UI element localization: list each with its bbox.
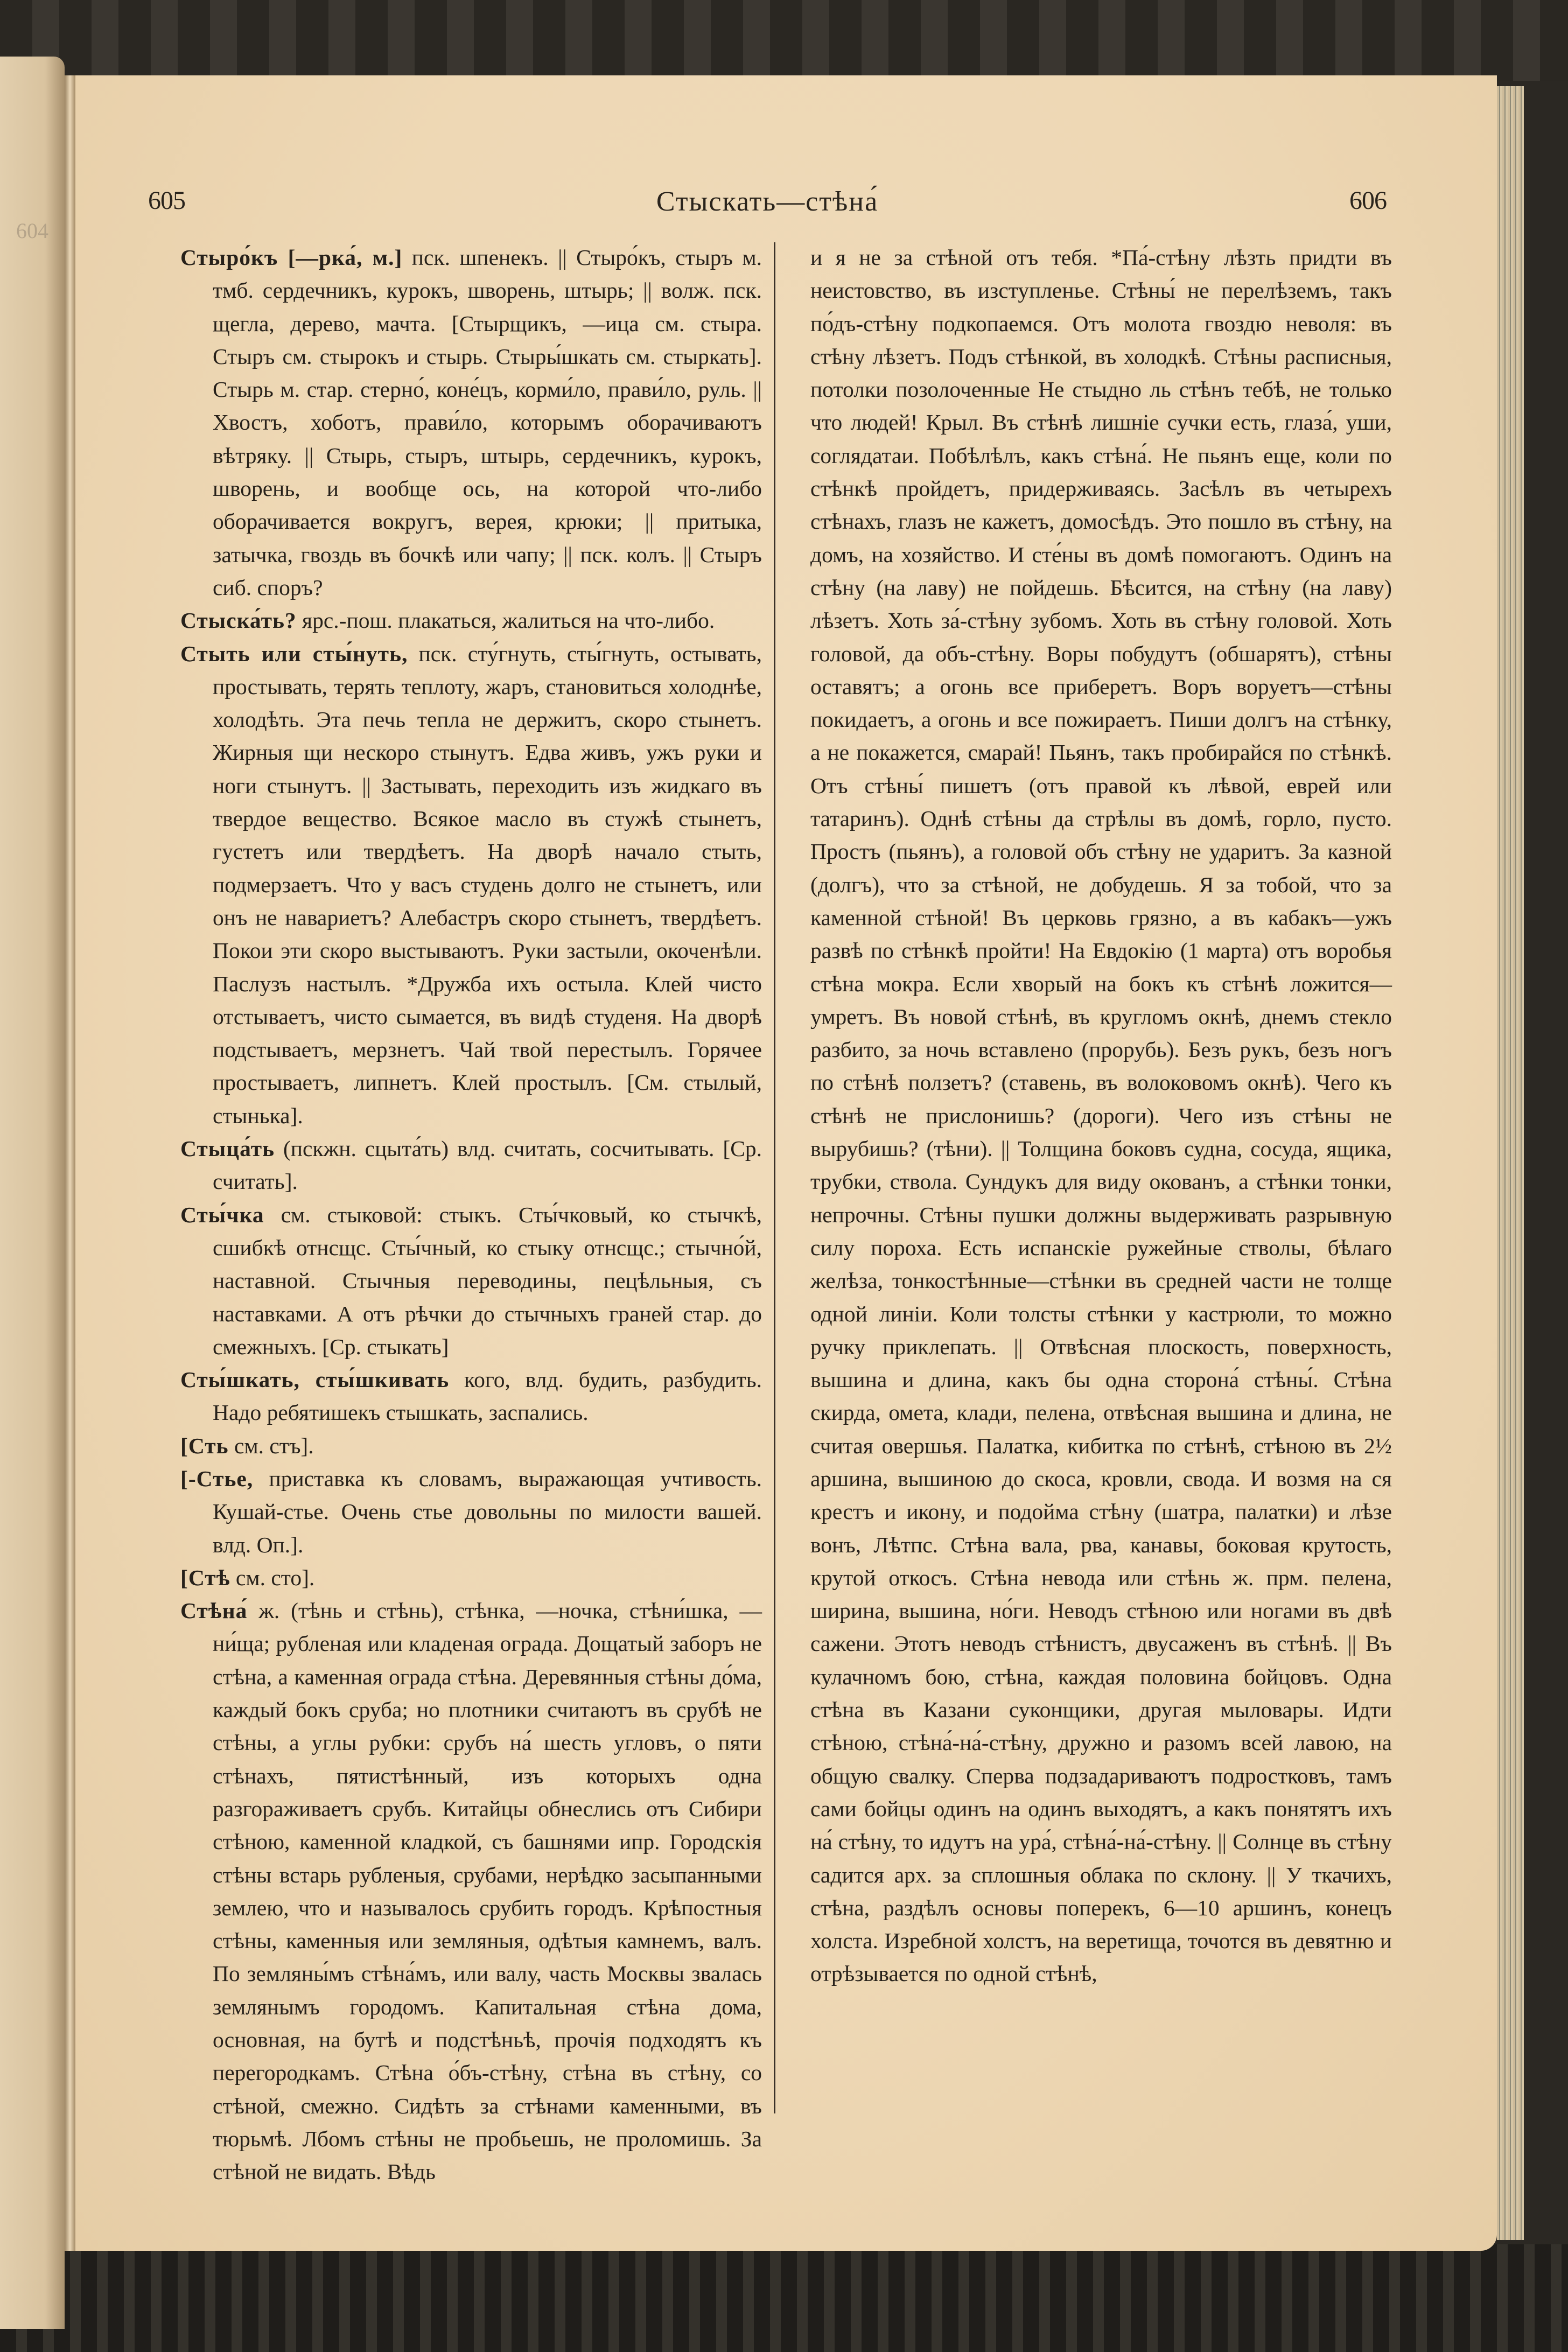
left-column (180, 241, 762, 2189)
dictionary-entry (180, 1132, 762, 1199)
page-number-right: 606 (1349, 186, 1387, 215)
entry-text: ж. (тѣнь и стѣнь), стѣнка, —ночка, стѣни́шка, —ни́ща; рубленая или кладеная ограда. Дощатый заборъ не стѣна, а каменная ограда стѣна. Деревянныя стѣны до́ма, каждый бокъ сруба; но плотники считаютъ въ срубѣ не стѣны, а углы рубки: срубъ на́ шесть угловъ, о пяти стѣнахъ, пятистѣнный, изъ которыхъ одна разгораживаетъ срубъ. Китайцы обнеслись отъ Сибири стѣною, каменной кладкой, съ башнями ипр. Городскія стѣны встарь рубленыя, срубами, нерѣдко засыпанными землею, что и называлось срубить городъ. Крѣпостныя стѣны, каменныя или земляныя, одѣтыя камнемъ, валъ. По земляны́мъ стѣна́мъ, или валу, часть Москвы звалась землянымъ городомъ. Капитальная стѣна дома, основная, на бутѣ и подстѣньѣ, прочія подходятъ къ перегородкамъ. Стѣна о́бъ-стѣну, стѣна въ стѣну, со стѣной, смежно. Сидѣть за стѣнами каменными, въ тюрьмѣ. Лбомъ стѣны не пробьешь, не проломишь. За стѣной не видать. Вѣдь (213, 1598, 762, 2185)
dictionary-entry (180, 1363, 762, 1430)
entry-text: см. стъ]. (234, 1433, 314, 1458)
dictionary-entry (180, 1199, 762, 1363)
dictionary-entry (180, 1594, 762, 2188)
headword: Стѣна́ (180, 1598, 248, 1623)
background-bottom (0, 2244, 1568, 2352)
headword: Стыца́ть (180, 1136, 275, 1161)
dictionary-entry (180, 1430, 762, 1462)
book-gutter (65, 75, 75, 2251)
entry-text: пск. сту́гнуть, сты́гнуть, остывать, простывать, терять теплоту, жаръ, становиться холоднѣе, холодѣть. Эта печь тепла не держитъ, скоро стынетъ. Жирныя щи нескоро стынутъ. Едва живъ, ужъ руки и ноги стынутъ. || Застывать, переходить изъ жидкаго въ твердое вещество. Всякое масло въ стужѣ стынетъ, густетъ или твердѣетъ. На дворѣ начало стыть, подмерзаетъ. Что у васъ студень долго не стынетъ, или онъ не навариетъ? Алебастръ скоро стынетъ, твердѣетъ. Покои эти скоро выстываютъ. Руки застыли, окоченѣли. Паслузъ настылъ. *Дружба ихъ остыла. Клей чисто отстываетъ, чисто сымается, въ видѣ студеня. На дворѣ подстываетъ, мерзнетъ. Чай твой перестылъ. Горячее простываетъ, липнетъ. Клей простылъ. [См. стылый, стынька]. (213, 641, 762, 1128)
entry-text: см. сто]. (235, 1565, 315, 1590)
headword: [Стѣ (180, 1565, 230, 1590)
headword: Стыро́къ [—рка́, м.] (180, 245, 403, 270)
entry-text: ярс.-пош. плакаться, жалиться на что-либо. (302, 608, 715, 633)
entry-text: см. стыковой: стыкъ. Сты́чковый, ко стычкѣ, сшибкѣ отнсщс. Сты́чный, ко стыку отнсщс.; стычно́й, наставной. Стычныя переводины, пецѣльныя, съ наставками. А отъ рѣчки до стычныхъ граней стар. до смежныхъ. [Ср. стыкать] (213, 1202, 762, 1359)
dictionary-entry (180, 1462, 762, 1562)
column-divider (774, 242, 775, 2113)
running-head: Стыскать—стѣна́ (656, 186, 879, 217)
page-stack-edge (1497, 86, 1524, 2240)
dictionary-entry (180, 604, 762, 637)
dictionary-entry (180, 241, 762, 604)
headword: Стыска́ть? (180, 608, 297, 633)
background-top (0, 0, 1568, 81)
dictionary-entry (180, 638, 762, 1132)
page-header (148, 186, 1387, 229)
entry-text: приставка къ словамъ, выражающая учтивость. Кушай-стье. Очень стье довольны по милости вашей. влд. Оп.]. (213, 1466, 762, 1557)
entry-text: кого, влд. будить, разбудить. Надо ребятишекъ стышкать, заспались. (213, 1367, 762, 1425)
entry-continuation: и я не за стѣной отъ тебя. *Па́-стѣну лѣзть придти въ неистовство, въ изступленье. Стѣны́ не перелѣземъ, такъ по́дъ-стѣну подкопаемся. Отъ молота гвоздю неволя: въ стѣну лѣзетъ. Подъ стѣнкой, въ холодкѣ. Стѣны расписныя, потолки позолоченные Не стыдно ль стѣнъ тебѣ, не только что людей! Крыл. Въ стѣнѣ лишніе сучки есть, глаза́, уши, соглядатаи. Побѣлѣлъ, какъ стѣна́. Не пьянъ еще, коли по стѣнкѣ пройдетъ, придерживаясь. Засѣлъ въ четырехъ стѣнахъ, глазъ не кажетъ, домосѣдъ. Это пошло въ стѣну, на домъ, на хозяйство. И сте́ны въ домѣ помогаютъ. Одинъ на стѣну (на лаву) не пойдешь. Бѣсится, на стѣну (на лаву) лѣзетъ. Хоть за́-стѣну зубомъ. Хоть въ стѣну головой. Хоть головой, да объ-стѣну. Воры побудутъ (обшарятъ), стѣны оставятъ; а огонь все приберетъ. Воръ воруетъ—стѣны покидаетъ, а огонь и все пожираетъ. Пиши долгъ на стѣнку, а не покажется, смарай! Пьянъ, такъ пробирайся по стѣнкѣ. Отъ стѣны́ пишетъ (отъ правой къ лѣвой, еврей или татаринъ). Однѣ стѣны да стрѣлы въ домѣ, горло, пусто. Простъ (пьянъ), а головой объ стѣну не ударитъ. За казной (долгъ), что за стѣной, не добудешь. Я за тобой, что за каменной стѣной! Въ церковь грязно, а въ кабакъ—ужъ развѣ по стѣнкѣ пройти! На Евдокію (1 марта) отъ воробья стѣна мокра. Если хворый на бокъ къ стѣнѣ ложится—умретъ. Въ новой стѣнѣ, въ кругломъ окнѣ, днемъ стекло разбито, за ночь вставлено (прорубь). Безъ рукъ, безъ ногъ по стѣнѣ ползетъ? (ставень, въ волоковомъ окнѣ). Чего къ стѣнѣ не прислонишь? (дороги). Чего изъ стѣны не вырубишь? (тѣни). || Толщина боковъ судна, сосуда, ящика, трубки, ствола. Сундукъ для виду окованъ, а стѣнки тонки, непрочны. Стѣны пушки должны выдерживать разрывную силу пороха. Есть испанскіе ружейные стволы, бѣлаго желѣза, тонкостѣнные—стѣнки въ средней части не толще одной линіи. Коли толсты стѣнки у кастрюли, то можно ручку приклепать. || Отвѣсная плоскость, поверхность, вышина и длина, какъ бы одна сторона́ стѣны́. Стѣна скирда, омета, клади, пелена, отвѣсная вышина и длина, не считая овершья. Палатка, кибитка по стѣнѣ, стѣною въ 2½ аршина, вышиною до скоса, кровли, свода. И возмя на ся крестъ и икону, и подойма стѣну (шатра, палатки) и лѣзе вонъ, Лѣтпс. Стѣна вала, рва, канавы, боковая крутость, крутой откосъ. Стѣна невода или стѣнь ж. прм. пелена, ширина, вышина, но́ги. Неводъ стѣною или ногами въ двѣ сажени. Этотъ неводъ стѣнистъ, двусаженъ въ стѣнѣ. || Въ кулачномъ бою, стѣна, каждая половина бойцовъ. Одна стѣна въ Казани суконщики, другая мыловары. Идти стѣною, стѣна́-на́-стѣну, дружно и разомъ всей лавою, на общую свалку. Сперва подзадариваютъ подростковъ, тамъ сами бойцы одинъ на одинъ выходятъ, а какъ понятятъ ихъ на́ стѣну, то идутъ на ура́, стѣна́-на́-стѣну. || Солнце въ стѣну садится арх. за сплошныя облака по склону. || У ткачихъ, стѣна, раздѣлъ основы поперекъ, 6—10 аршинъ, конецъ холста. Изребной холстъ, на веретища, точотся въ девятню и отрѣзывается по одной стѣнѣ, (810, 245, 1392, 1986)
headword: Сты́чка (180, 1202, 264, 1227)
headword: [-Стье, (180, 1466, 254, 1491)
headword: [Сть (180, 1433, 229, 1458)
dictionary-entry (180, 1562, 762, 1594)
previous-page-edge (0, 57, 65, 2329)
entry-text: (пскжн. сцыта́ть) влд. считать, сосчитывать. [Ср. считать]. (213, 1136, 762, 1194)
page-number-left: 605 (148, 186, 185, 215)
entry-text: пск. шпенекъ. || Стыро́къ, стыръ м. тмб. сердечникъ, курокъ, шворень, штырь; || волж. пск. щегла, дерево, мачта. [Стырщикъ, —ица см. стыра. Стыръ см. стырокъ и стырь. Стыры́шкать см. стыркать]. Стырь м. стар. стерно́, коне́цъ, корми́ло, прави́ло, руль. || Хвостъ, хоботъ, прави́ло, которымъ оборачиваютъ вѣтряку. || Стырь, стыръ, штырь, сердечникъ, курокъ, шворень, и вообще ось, на которой что-либо оборачивается вокругъ, верея, крюки; || притыка, затычка, гвоздь въ бочкѣ или чапу; || пск. колъ. || Стыръ сиб. споръ? (213, 245, 762, 600)
ghost-page-number: 604 (16, 219, 48, 243)
headword: Стыть или сты́нуть, (180, 641, 408, 666)
right-column (810, 241, 1392, 1991)
headword: Сты́шкать, сты́шкивать (180, 1367, 450, 1392)
